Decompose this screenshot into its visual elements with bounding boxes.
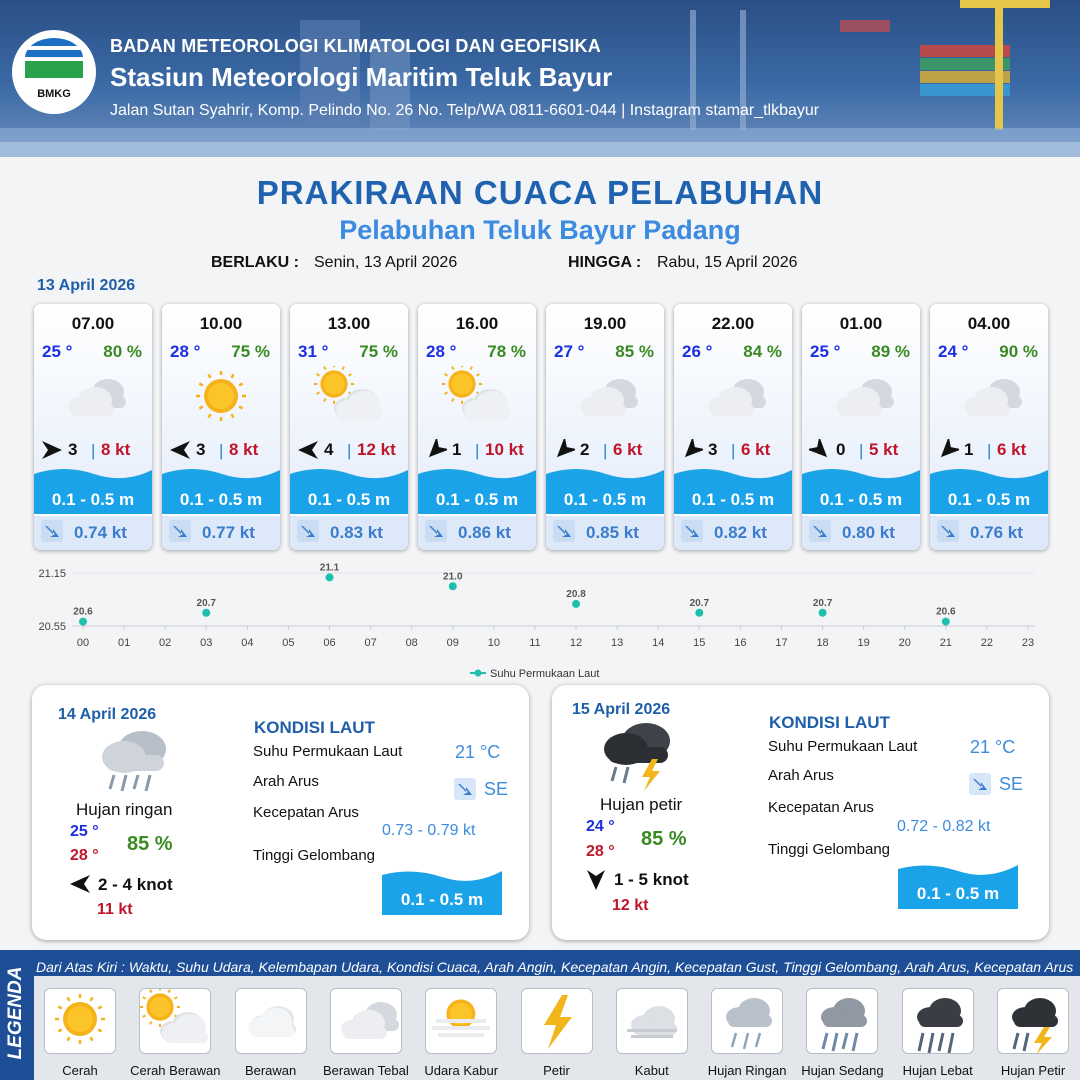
data-label: 20.8 — [566, 588, 586, 600]
forecast-time: 01.00 — [839, 314, 883, 333]
temp-max: 28 ° — [586, 843, 615, 860]
humidity: 85 % — [641, 828, 687, 850]
valid-from-value: Senin, 13 April 2026 — [314, 254, 458, 271]
wind-speed: 1 — [452, 440, 462, 459]
berawan-tebal-icon — [698, 366, 768, 430]
legend-item — [902, 988, 974, 1054]
sst-point — [326, 573, 334, 581]
humidity: 89 % — [871, 342, 910, 361]
data-label: 20.6 — [936, 606, 956, 618]
valid-from-label: BERLAKU : — [211, 254, 299, 271]
current-speed-label: Kecepatan Arus — [768, 799, 874, 816]
air-temperature: 31 ° — [298, 342, 329, 361]
gust-speed: 5 kt — [869, 440, 899, 459]
x-tick-label: 08 — [405, 637, 418, 649]
legend-item — [330, 988, 402, 1054]
data-label: 21.0 — [443, 571, 463, 583]
wind-speed: 3 — [708, 440, 718, 459]
wind-direction-icon — [169, 439, 191, 461]
current-direction-icon — [424, 519, 448, 543]
current-direction-label: Arah Arus — [253, 773, 319, 790]
current-direction-icon — [552, 519, 576, 543]
wind-direction-icon — [937, 439, 959, 461]
air-temperature: 28 ° — [426, 342, 457, 361]
current-direction-icon — [296, 519, 320, 543]
legend-label: Berawan — [244, 1063, 297, 1078]
udara-kabur-icon — [426, 989, 496, 1053]
wind-speed: 2 - 4 knot — [98, 875, 173, 894]
current-direction-icon — [936, 519, 960, 543]
page-title: PRAKIRAAN CUACA PELABUHAN — [256, 174, 824, 211]
berawan-icon — [236, 989, 306, 1053]
x-tick-label: 11 — [529, 637, 541, 649]
station-name: Stasiun Meteorologi Maritim Teluk Bayur — [110, 62, 613, 92]
legend-label: Berawan Tebal — [323, 1063, 409, 1078]
current-speed: 0.83 kt — [330, 523, 383, 542]
air-temperature: 24 ° — [938, 342, 969, 361]
legend-item — [139, 988, 211, 1054]
hujan-ringan-icon — [712, 989, 782, 1053]
x-tick-label: 07 — [364, 637, 377, 649]
x-tick-label: 17 — [775, 637, 788, 649]
legend-label: Udara Kabur — [424, 1063, 499, 1078]
x-tick-label: 20 — [898, 637, 911, 649]
current-direction-label: Arah Arus — [768, 767, 834, 784]
humidity: 84 % — [743, 342, 782, 361]
forecast-card — [546, 304, 664, 550]
current-direction-icon — [808, 519, 832, 543]
gust-speed: 6 kt — [997, 440, 1027, 459]
current-speed: 0.80 kt — [842, 523, 895, 542]
hujan-sedang-icon — [807, 989, 877, 1053]
separator: | — [731, 441, 736, 460]
air-temperature: 25 ° — [810, 342, 841, 361]
current-direction-value: SE — [999, 774, 1024, 794]
wind-direction-icon — [425, 439, 447, 461]
temp-max: 28 ° — [70, 847, 99, 864]
legend-label: Hujan Sedang — [801, 1063, 884, 1078]
sst-point — [572, 600, 580, 608]
current-speed-value: 0.72 - 0.82 kt — [897, 818, 991, 835]
data-label: 21.1 — [319, 562, 340, 574]
gust-speed: 6 kt — [741, 440, 771, 459]
weather-condition: Hujan ringan — [76, 800, 173, 819]
x-tick-label: 10 — [487, 637, 500, 649]
berawan-tebal-icon — [58, 366, 128, 430]
humidity: 90 % — [999, 342, 1038, 361]
humidity: 85 % — [615, 342, 654, 361]
x-tick-label: 13 — [611, 637, 624, 649]
wave-height: 0.1 - 0.5 m — [563, 490, 647, 509]
x-tick-label: 06 — [323, 637, 336, 649]
separator: | — [859, 441, 864, 460]
current-speed-label: Kecepatan Arus — [253, 804, 359, 821]
agency-name: BADAN METEOROLOGI KLIMATOLOGI DAN GEOFISIKA — [110, 36, 601, 56]
y-tick-label: 21.15 — [38, 568, 66, 580]
x-tick-label: 05 — [282, 637, 295, 649]
bmkg-logo: BMKG — [12, 30, 96, 114]
forecast-time: 10.00 — [199, 314, 243, 333]
berawan-tebal-icon — [570, 366, 640, 430]
legend-item — [521, 988, 593, 1054]
legend-label: Petir — [543, 1063, 570, 1078]
current-speed: 0.86 kt — [458, 523, 511, 542]
kabut-icon — [617, 989, 687, 1053]
air-temperature: 28 ° — [170, 342, 201, 361]
valid-to-value: Rabu, 15 April 2026 — [657, 254, 798, 271]
data-label: 20.7 — [812, 597, 833, 609]
x-tick-label: 18 — [816, 637, 829, 649]
legend-item — [806, 988, 878, 1054]
current-speed: 0.77 kt — [202, 523, 255, 542]
legend-item — [997, 988, 1069, 1054]
legend-label: Cerah — [62, 1063, 98, 1078]
sst-chart — [0, 560, 1080, 685]
sst-point — [695, 609, 703, 617]
page-subtitle: Pelabuhan Teluk Bayur Padang — [339, 215, 741, 245]
cerah-icon — [45, 989, 115, 1053]
forecast-card — [674, 304, 792, 550]
legend-title: LEGENDA — [5, 966, 26, 1060]
station-address: Jalan Sutan Syahrir, Komp. Pelindo No. 26 No. Telp/WA 0811-6601-044 | Instagram stamar_tlkbayur — [110, 102, 820, 119]
wave-height-value: 0.1 - 0.5 m — [916, 884, 1000, 903]
day-date: 15 April 2026 — [572, 701, 671, 718]
sst-value: 21 °C — [455, 742, 501, 762]
humidity: 75 % — [359, 342, 398, 361]
air-temperature: 27 ° — [554, 342, 585, 361]
current-speed: 0.74 kt — [74, 523, 127, 542]
data-label: 20.7 — [196, 597, 216, 609]
sst-point — [79, 618, 87, 626]
wave-height: 0.1 - 0.5 m — [819, 490, 903, 509]
forecast-card — [802, 304, 920, 550]
legend-description: Dari Atas Kiri : Waktu, Suhu Udara, Kelembapan Udara, Kondisi Cuaca, Arah Angin, Kecepatan Angin, Kecepatan Gust, Tinggi Gelombang, Arah Arus, Kecepatan Arus — [36, 959, 1074, 975]
forecast-card — [162, 304, 280, 550]
current-speed-value: 0.73 - 0.79 kt — [382, 822, 476, 839]
wave-height: 0.1 - 0.5 m — [179, 490, 263, 509]
berawan-tebal-icon — [331, 989, 401, 1053]
forecast-card — [34, 304, 152, 550]
legend-label: Kabut — [634, 1063, 669, 1078]
wave-height: 0.1 - 0.5 m — [307, 490, 391, 509]
hujan-petir-icon — [998, 989, 1068, 1053]
wave-height: 0.1 - 0.5 m — [51, 490, 135, 509]
current-direction-icon — [168, 519, 192, 543]
gust-speed: 12 kt — [357, 440, 396, 459]
day1-date: 13 April 2026 — [37, 277, 136, 294]
forecast-card — [418, 304, 536, 550]
sea-condition-title: KONDISI LAUT — [769, 713, 890, 732]
humidity: 75 % — [231, 342, 270, 361]
wave-height-label: Tinggi Gelombang — [768, 841, 891, 858]
separator: | — [91, 441, 96, 460]
legend-label: Hujan Ringan — [707, 1063, 787, 1078]
x-tick-label: 03 — [200, 637, 213, 649]
legend-marker — [475, 670, 482, 677]
current-direction-value: SE — [484, 779, 509, 799]
current-speed: 0.85 kt — [586, 523, 639, 542]
separator: | — [603, 441, 608, 460]
hujan-lebat-icon — [903, 989, 973, 1053]
wave-height: 0.1 - 0.5 m — [435, 490, 519, 509]
wind-speed: 2 — [580, 440, 590, 459]
separator: | — [475, 441, 480, 460]
forecast-time: 22.00 — [711, 314, 755, 333]
sst-point — [819, 609, 827, 617]
sea-condition-title: KONDISI LAUT — [254, 718, 375, 737]
legend-label: Hujan Petir — [1000, 1063, 1066, 1078]
separator: | — [347, 441, 352, 460]
sst-value: 21 °C — [970, 737, 1016, 757]
wind-speed: 4 — [324, 440, 334, 459]
forecast-time: 13.00 — [327, 314, 371, 333]
hujan-ringan-icon — [92, 727, 176, 797]
x-tick-label: 16 — [734, 637, 747, 649]
current-speed: 0.82 kt — [714, 523, 767, 542]
wind-direction-icon — [297, 439, 319, 461]
sst-label: Suhu Permukaan Laut — [768, 738, 918, 755]
legend-item — [616, 988, 688, 1054]
wind-speed: 0 — [836, 440, 846, 459]
wave-height: 0.1 - 0.5 m — [691, 490, 775, 509]
berawan-tebal-icon — [826, 366, 896, 430]
legend-item — [425, 988, 497, 1054]
sst-point — [202, 609, 210, 617]
cerah-berawan-icon — [140, 989, 210, 1053]
separator: | — [987, 441, 992, 460]
wind-speed: 1 - 5 knot — [614, 870, 689, 889]
wind-direction-icon — [586, 870, 606, 890]
x-tick-label: 19 — [857, 637, 870, 649]
cerah-icon — [186, 366, 256, 430]
wave-height-label: Tinggi Gelombang — [253, 847, 376, 864]
humidity: 85 % — [127, 833, 173, 855]
x-tick-label: 22 — [980, 637, 994, 649]
temp-min: 24 ° — [586, 818, 615, 835]
wind-direction-icon — [41, 439, 63, 461]
gust-speed: 10 kt — [485, 440, 524, 459]
temp-min: 25 ° — [70, 823, 99, 840]
hujan-petir-icon — [596, 721, 680, 791]
wind-speed: 3 — [68, 440, 78, 459]
hourly-forecast — [34, 304, 1054, 550]
current-direction-icon — [40, 519, 64, 543]
forecast-time: 04.00 — [967, 314, 1011, 333]
forecast-card — [290, 304, 408, 550]
x-tick-label: 01 — [117, 637, 131, 649]
day-forecast-14 — [32, 685, 529, 940]
cerah-berawan-icon — [314, 366, 384, 430]
legend-item — [44, 988, 116, 1054]
wind-speed: 1 — [964, 440, 974, 459]
legend-label: Suhu Permukaan Laut — [490, 668, 600, 680]
separator: | — [219, 441, 224, 460]
legend-item — [235, 988, 307, 1054]
gust-speed: 12 kt — [612, 897, 649, 914]
x-tick-label: 02 — [159, 637, 172, 649]
data-label: 20.7 — [689, 597, 710, 609]
humidity: 78 % — [487, 342, 526, 361]
cerah-berawan-icon — [442, 366, 512, 430]
weather-condition: Hujan petir — [600, 795, 683, 814]
legend-tab — [0, 950, 32, 1080]
wave-height-value: 0.1 - 0.5 m — [400, 890, 484, 909]
x-tick-label: 21 — [939, 637, 952, 649]
gust-speed: 6 kt — [613, 440, 643, 459]
wind-speed: 3 — [196, 440, 206, 459]
air-temperature: 26 ° — [682, 342, 713, 361]
gust-speed: 11 kt — [97, 901, 133, 918]
wind-direction-icon — [681, 439, 703, 461]
day-forecast-15 — [552, 685, 1049, 940]
x-tick-label: 04 — [241, 637, 254, 649]
current-direction-icon — [680, 519, 704, 543]
wind-direction-icon — [809, 439, 831, 461]
sst-point — [942, 618, 950, 626]
wave-height: 0.1 - 0.5 m — [947, 490, 1031, 509]
legend-item — [711, 988, 783, 1054]
x-tick-label: 23 — [1021, 637, 1035, 649]
current-direction-icon — [968, 772, 992, 796]
x-tick-label: 15 — [693, 637, 706, 649]
x-tick-label: 09 — [446, 637, 459, 649]
berawan-tebal-icon — [954, 366, 1024, 430]
legend-label: Hujan Lebat — [902, 1063, 973, 1078]
wind-direction-icon — [553, 439, 575, 461]
gust-speed: 8 kt — [101, 440, 131, 459]
forecast-time: 19.00 — [583, 314, 627, 333]
sst-point — [449, 582, 457, 590]
petir-icon — [522, 989, 592, 1053]
forecast-time: 16.00 — [455, 314, 499, 333]
x-tick-label: 00 — [76, 637, 90, 649]
air-temperature: 25 ° — [42, 342, 73, 361]
forecast-time: 07.00 — [71, 314, 115, 333]
x-tick-label: 12 — [569, 637, 583, 649]
gust-speed: 8 kt — [229, 440, 259, 459]
y-tick-label: 20.55 — [38, 621, 66, 633]
forecast-card — [930, 304, 1048, 550]
valid-to-label: HINGGA : — [568, 254, 642, 271]
sst-label: Suhu Permukaan Laut — [253, 743, 403, 760]
data-label: 20.6 — [73, 606, 93, 618]
wind-direction-icon — [70, 874, 90, 894]
header-banner — [0, 0, 1080, 157]
current-direction-icon — [453, 777, 477, 801]
x-tick-label: 14 — [652, 637, 665, 649]
humidity: 80 % — [103, 342, 142, 361]
current-speed: 0.76 kt — [970, 523, 1023, 542]
legend-label: Cerah Berawan — [130, 1063, 221, 1078]
day-date: 14 April 2026 — [58, 706, 157, 723]
